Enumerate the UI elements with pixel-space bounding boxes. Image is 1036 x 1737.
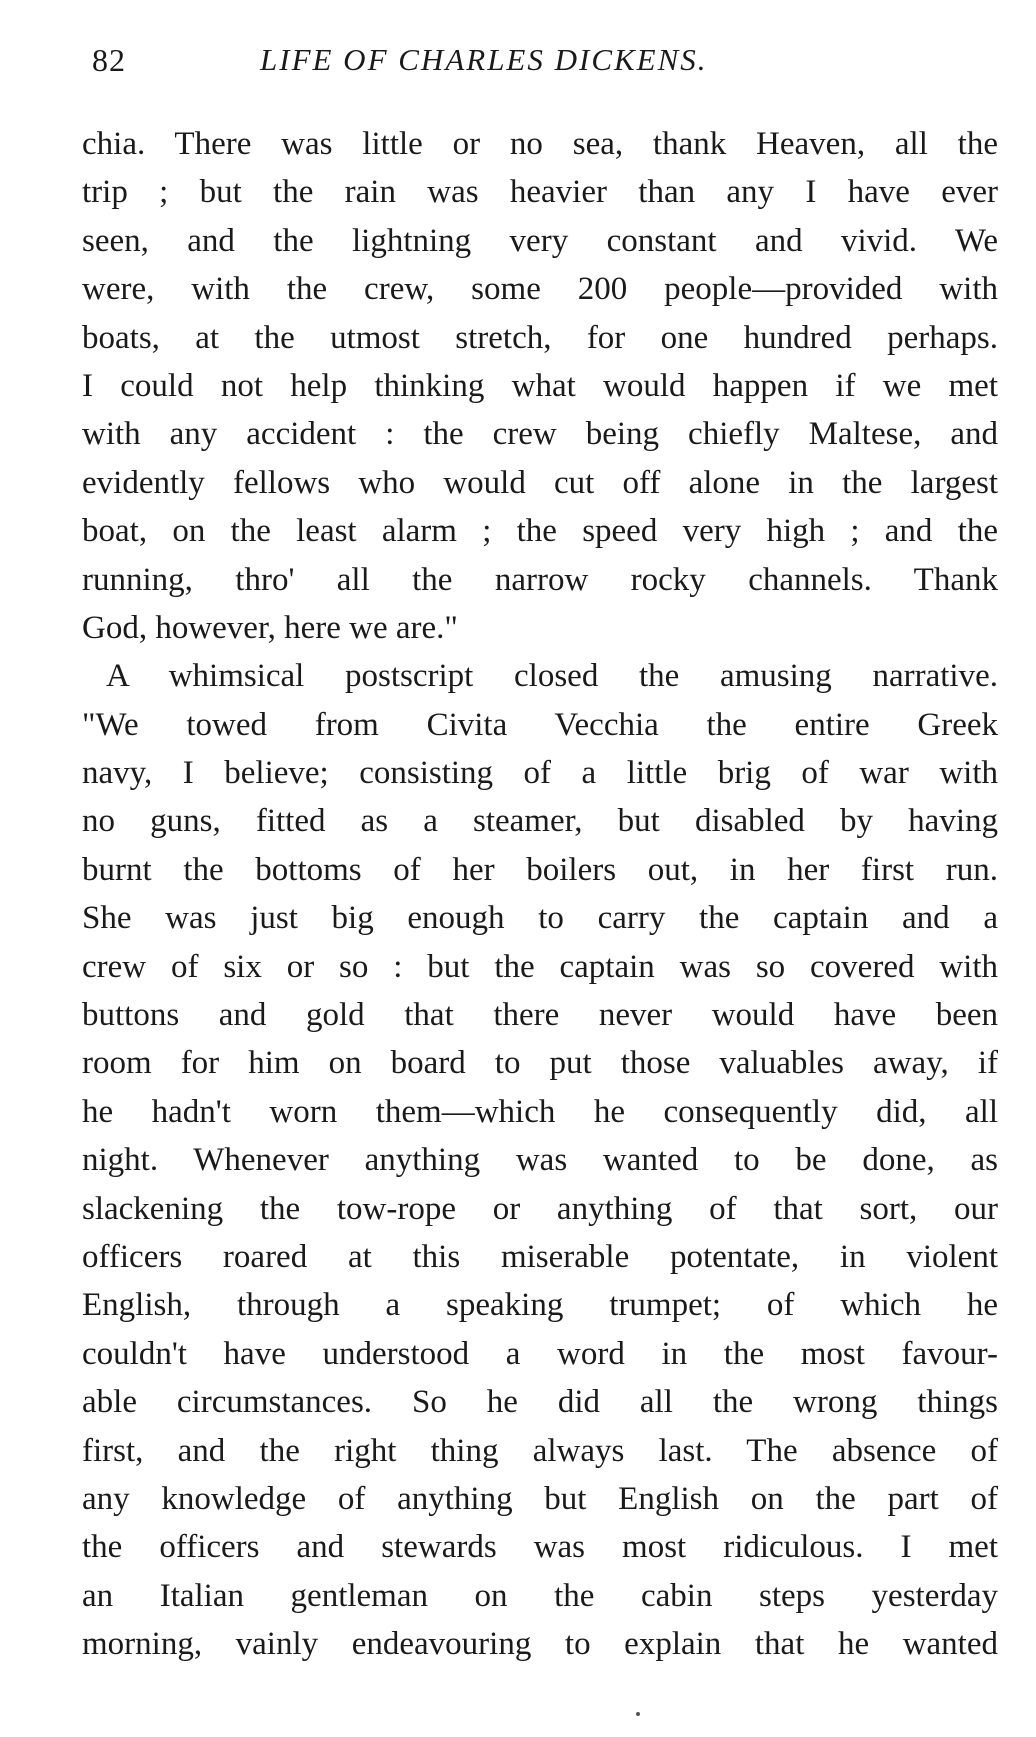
text-line: navy, I believe; consisting of a little brig of war with bbox=[82, 755, 998, 792]
text-line: "We towed from Civita Vecchia the entire Greek bbox=[82, 706, 998, 743]
text-line: trip ; but the rain was heavier than any I have ever bbox=[82, 174, 998, 211]
text-line: chia. There was little or no sea, thank Heaven, all the bbox=[82, 126, 998, 162]
text-line: buttons and gold that there never would have been bbox=[82, 997, 998, 1034]
text-line: the officers and stewards was most ridiculous. I met bbox=[82, 1529, 998, 1566]
text-line: boat, on the least alarm ; the speed very high ; and the bbox=[82, 513, 998, 550]
text-line: She was just big enough to carry the captain and a bbox=[82, 900, 998, 937]
text-line: crew of six or so : but the captain was so covered with bbox=[82, 948, 998, 985]
text-line: room for him on board to put those valuables away, if bbox=[82, 1045, 998, 1082]
text-line: God, however, here we are." bbox=[82, 609, 458, 646]
text-line: English, through a speaking trumpet; of which he bbox=[82, 1287, 998, 1324]
running-title: LIFE OF CHARLES DICKENS. bbox=[260, 42, 708, 77]
text-line: slackening the tow-rope or anything of that sort, our bbox=[82, 1190, 998, 1227]
text-line: couldn't have understood a word in the most favour- bbox=[82, 1335, 998, 1372]
text-line: I could not help thinking what would happen if we met bbox=[82, 367, 998, 404]
text-line: able circumstances. So he did all the wrong things bbox=[82, 1384, 998, 1421]
text-line: officers roared at this miserable potentate, in violent bbox=[82, 1238, 998, 1275]
text-line: were, with the crew, some 200 people—provided with bbox=[82, 271, 998, 308]
body-text bbox=[82, 120, 998, 1669]
text-line: running, thro' all the narrow rocky channels. Thank bbox=[82, 561, 998, 598]
page-header bbox=[92, 42, 952, 92]
text-line: an Italian gentleman on the cabin steps yesterday bbox=[82, 1577, 998, 1614]
text-line: any knowledge of anything but English on the part of bbox=[82, 1480, 998, 1517]
page-number: 82 bbox=[92, 42, 126, 78]
print-speck bbox=[636, 1712, 640, 1716]
text-line: first, and the right thing always last. The absence of bbox=[82, 1432, 998, 1469]
text-line: boats, at the utmost stretch, for one hundred perhaps. bbox=[82, 319, 998, 356]
text-line: evidently fellows who would cut off alone in the largest bbox=[82, 464, 998, 501]
text-line: no guns, fitted as a steamer, but disabled by having bbox=[82, 803, 998, 840]
text-line: seen, and the lightning very constant and vivid. We bbox=[82, 222, 998, 259]
text-line: with any accident : the crew being chiefly Maltese, and bbox=[82, 416, 998, 453]
text-line: A whimsical postscript closed the amusing narrative. bbox=[106, 658, 998, 695]
text-line: burnt the bottoms of her boilers out, in her first run. bbox=[82, 851, 998, 888]
text-line: night. Whenever anything was wanted to be done, as bbox=[82, 1142, 998, 1179]
text-line: he hadn't worn them—which he consequently did, all bbox=[82, 1093, 998, 1130]
text-line: morning, vainly endeavouring to explain that he wanted bbox=[82, 1626, 998, 1663]
